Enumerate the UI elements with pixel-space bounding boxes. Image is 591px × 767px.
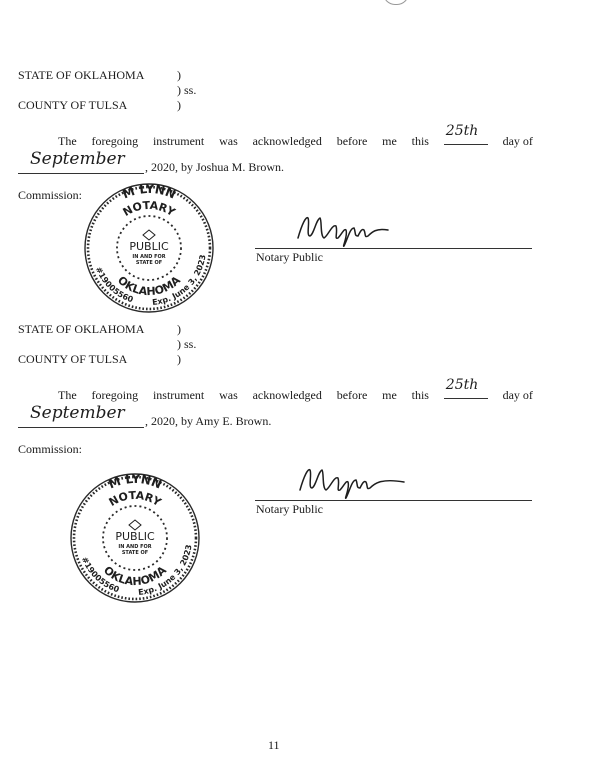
handwritten-month: September	[30, 403, 125, 423]
notary-signature-image	[294, 458, 412, 502]
notary-seal-stamp	[68, 472, 202, 604]
state-heading: STATE OF OKLAHOMA	[18, 68, 145, 82]
venue-paren: )	[177, 352, 181, 366]
county-heading: COUNTY OF TULSA	[18, 352, 128, 366]
seal-number-exp: #19005560	[93, 265, 135, 305]
seal-state-of: STATE OF	[121, 550, 149, 556]
commission-label: Commission:	[18, 442, 83, 456]
seal-expiration: Exp. June 3, 2023	[151, 253, 208, 307]
handwritten-day: 25th	[445, 123, 479, 139]
venue-paren: )	[177, 98, 181, 112]
seal-oklahoma: OKLAHOMA	[115, 273, 183, 299]
top-edge-mark	[383, 0, 409, 5]
handwritten-month: September	[30, 149, 125, 169]
date-and-signer: , 2020, by Amy E. Brown.	[145, 414, 272, 428]
seal-state-of: STATE OF	[135, 260, 163, 266]
month-field-line	[18, 173, 144, 174]
date-and-signer: , 2020, by Joshua M. Brown.	[145, 160, 285, 174]
notary-signature-line	[255, 248, 532, 249]
notary-signature-image	[292, 206, 396, 250]
ss-mark: ) ss.	[177, 83, 197, 97]
seal-public: PUBLIC	[115, 530, 155, 543]
page-number: 11	[268, 738, 280, 752]
notary-signature-line	[255, 500, 532, 501]
notary-seal-stamp	[82, 182, 216, 314]
day-field	[444, 377, 488, 399]
seal-diamond-icon	[143, 230, 155, 240]
seal-name: M LYNN	[120, 182, 178, 202]
county-heading: COUNTY OF TULSA	[18, 98, 128, 112]
acknowledgment-sentence: The foregoing instrument was acknowledged before me this 25th day of	[58, 377, 533, 402]
venue-paren: )	[177, 322, 181, 336]
seal-in-and-for: IN AND FOR	[118, 544, 152, 550]
seal-notary: NOTARY	[106, 488, 164, 510]
seal-expiration: Exp. June 3, 2023	[137, 543, 194, 597]
seal-oklahoma: OKLAHOMA	[101, 563, 169, 589]
ss-mark: ) ss.	[177, 337, 197, 351]
seal-number-exp: #19005560	[79, 555, 121, 595]
handwritten-day: 25th	[445, 377, 479, 393]
seal-notary: NOTARY	[120, 198, 178, 220]
acknowledgment-sentence: The foregoing instrument was acknowledged before me this 25th day of	[58, 123, 533, 148]
day-field	[444, 123, 488, 145]
commission-label: Commission:	[18, 188, 83, 202]
venue-paren: )	[177, 68, 181, 82]
seal-name: M LYNN	[106, 472, 164, 492]
seal-in-and-for: IN AND FOR	[132, 254, 166, 260]
notary-public-label: Notary Public	[256, 250, 323, 264]
seal-public: PUBLIC	[129, 240, 169, 253]
state-heading: STATE OF OKLAHOMA	[18, 322, 145, 336]
notary-public-label: Notary Public	[256, 502, 323, 516]
month-field-line	[18, 427, 144, 428]
seal-diamond-icon	[129, 520, 141, 530]
